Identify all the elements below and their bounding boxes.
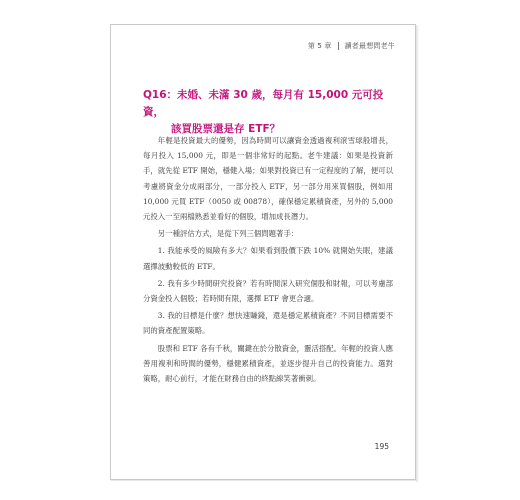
- page-number: 195: [374, 442, 389, 451]
- body-text: [143, 133, 393, 388]
- paragraph-conclusion: 股票和 ETF 各有千秋，關鍵在於分散資金，靈活搭配。年輕的投資人應善用複利和時間的優勢，穩健累積資產，並逐步提升自己的投資能力。選對策略，耐心前行，才能在財務自由的終點線笑著衝刺。: [143, 343, 393, 384]
- question-heading-line-2: 該買股票還是存 ETF？: [171, 123, 281, 135]
- paragraph-question-2: 2. 我有多少時間研究投資？若有時間深入研究個股和財報，可以考慮部分資金投入個股；若時間有限，選擇 ETF 會更合適。: [143, 278, 393, 304]
- running-head: [308, 41, 395, 51]
- paragraph-question-1: 1. 我能承受的風險有多大？如果看到股價下跌 10% 就開始失眠，建議選擇波動較低的 ETF。: [143, 246, 393, 271]
- chapter-title: 讀者最想問老牛: [344, 42, 395, 50]
- chapter-number: 第 5 章: [307, 42, 332, 50]
- paragraph-method: 另一種評估方式，是從下列三個問題著手：: [157, 229, 299, 239]
- question-heading: [143, 87, 403, 138]
- running-head-divider: [338, 42, 339, 50]
- page-edge-shadow: [416, 26, 419, 482]
- paragraph-intro: 年輕是投資最大的優勢，因為時間可以讓資金透過複利滾雪球般增長，每月投入 15,000 元，即是一個非常好的起點。老牛建議：如果是投資新手，就先從 ETF 開始，穩健入場；如果對投資已有一定程度的了解，便可以考慮將資金分成兩部分，一部分投入 ETF，另一部分用來買個股，例如用 10,000 元買 ETF（0050 或 00878），確保穩定累積資產，另外的 5,000 元投入一至兩檔熟悉並看好的個股，增加成長潛力。: [143, 136, 393, 222]
- question-heading-line-1: Q16：未婚、未滿 30 歲，每月有 15,000 元可投資，: [143, 89, 384, 118]
- book-page: [110, 24, 416, 480]
- paragraph-question-3: 3. 我的目標是什麼？想快速賺錢，還是穩定累積資產？不同目標需要不同的資產配置策略。: [143, 311, 393, 336]
